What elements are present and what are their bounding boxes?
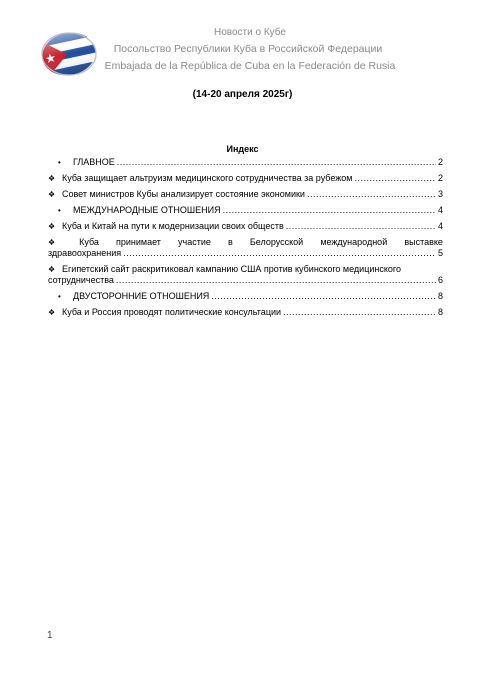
table-of-contents xyxy=(48,157,443,323)
toc-entry-page: 5 xyxy=(437,248,443,258)
toc-word: Куба xyxy=(79,237,99,247)
toc-entry[interactable] xyxy=(48,189,443,205)
toc-entry-text: ДВУСТОРОННИЕ ОТНОШЕНИЯ xyxy=(73,291,210,301)
toc-word: в xyxy=(227,237,233,247)
dot-leader xyxy=(354,173,436,184)
toc-entry-text: здравоохранения xyxy=(48,248,122,258)
diamond-bullet-icon: ❖ xyxy=(48,238,56,247)
dot-leader xyxy=(117,157,436,168)
toc-entry-page: 6 xyxy=(437,275,443,285)
toc-word: участие xyxy=(178,237,211,247)
diamond-bullet-icon: ❖ xyxy=(48,308,56,317)
toc-entry-page: 8 xyxy=(437,291,443,301)
toc-entry[interactable] xyxy=(48,307,443,323)
index-heading: Индекс xyxy=(226,144,259,154)
toc-entry-text: Совет министров Кубы анализирует состояние экономики xyxy=(62,189,305,199)
toc-word: принимает xyxy=(116,237,161,247)
date-range: (14-20 апреля 2025г) xyxy=(192,89,293,100)
toc-entry-page: 2 xyxy=(437,173,443,183)
dot-leader xyxy=(116,275,436,286)
header-embassy-ru: Посольство Республики Куба в Российской Федерации xyxy=(113,43,383,55)
dot-leader xyxy=(286,221,436,232)
toc-entry-text: Куба и Россия проводят политические консультации xyxy=(62,307,282,317)
toc-word: международной xyxy=(320,237,388,247)
dot-leader xyxy=(211,291,436,302)
embassy-header xyxy=(0,24,480,75)
bullet-icon: • xyxy=(58,292,61,301)
toc-entry-line xyxy=(48,237,443,248)
page-number: 1 xyxy=(47,630,53,641)
toc-word: Белорусской xyxy=(249,237,304,247)
toc-entry-text: МЕЖДУНАРОДНЫЕ ОТНОШЕНИЯ xyxy=(73,205,221,215)
dot-leader xyxy=(307,189,436,200)
toc-entry-page: 8 xyxy=(437,307,443,317)
header-title: Новости о Кубе xyxy=(214,27,286,38)
diamond-bullet-icon: ❖ xyxy=(48,222,56,231)
toc-entry[interactable] xyxy=(48,173,443,189)
toc-entry-section[interactable] xyxy=(48,157,443,173)
toc-entry[interactable] xyxy=(48,237,443,264)
toc-entry-line xyxy=(48,264,443,275)
toc-entry-text: ГЛАВНОЕ xyxy=(73,157,115,167)
toc-entry-page: 3 xyxy=(437,189,443,199)
toc-entry-text: Куба и Китай на пути к модернизации своих обществ xyxy=(62,221,284,231)
toc-entry-page: 4 xyxy=(437,205,443,215)
dot-leader xyxy=(283,307,436,318)
header-embassy-es: Embajada de la República de Cuba en la Federación de Rusia xyxy=(104,60,396,72)
dot-leader xyxy=(123,248,436,259)
toc-entry-text: Египетский сайт раскритиковал кампанию США против кубинского медицинского xyxy=(62,264,401,274)
toc-entry-text: сотрудничества xyxy=(48,275,114,285)
bullet-icon: • xyxy=(58,206,61,215)
diamond-bullet-icon: ❖ xyxy=(48,265,56,274)
toc-entry-section[interactable] xyxy=(48,205,443,221)
toc-entry-page: 2 xyxy=(437,157,443,167)
toc-entry-page: 4 xyxy=(437,221,443,231)
diamond-bullet-icon: ❖ xyxy=(48,190,56,199)
toc-entry[interactable] xyxy=(48,221,443,237)
toc-entry-line xyxy=(48,275,443,286)
toc-entry[interactable] xyxy=(48,264,443,291)
toc-entry-line xyxy=(48,248,443,259)
bullet-icon: • xyxy=(58,158,61,167)
toc-entry-text: Куба защищает альтруизм медицинского сотрудничества за рубежом xyxy=(62,173,353,183)
toc-word: выставке xyxy=(404,237,443,247)
dot-leader xyxy=(223,205,436,216)
toc-entry-section[interactable] xyxy=(48,291,443,307)
diamond-bullet-icon: ❖ xyxy=(48,174,56,183)
